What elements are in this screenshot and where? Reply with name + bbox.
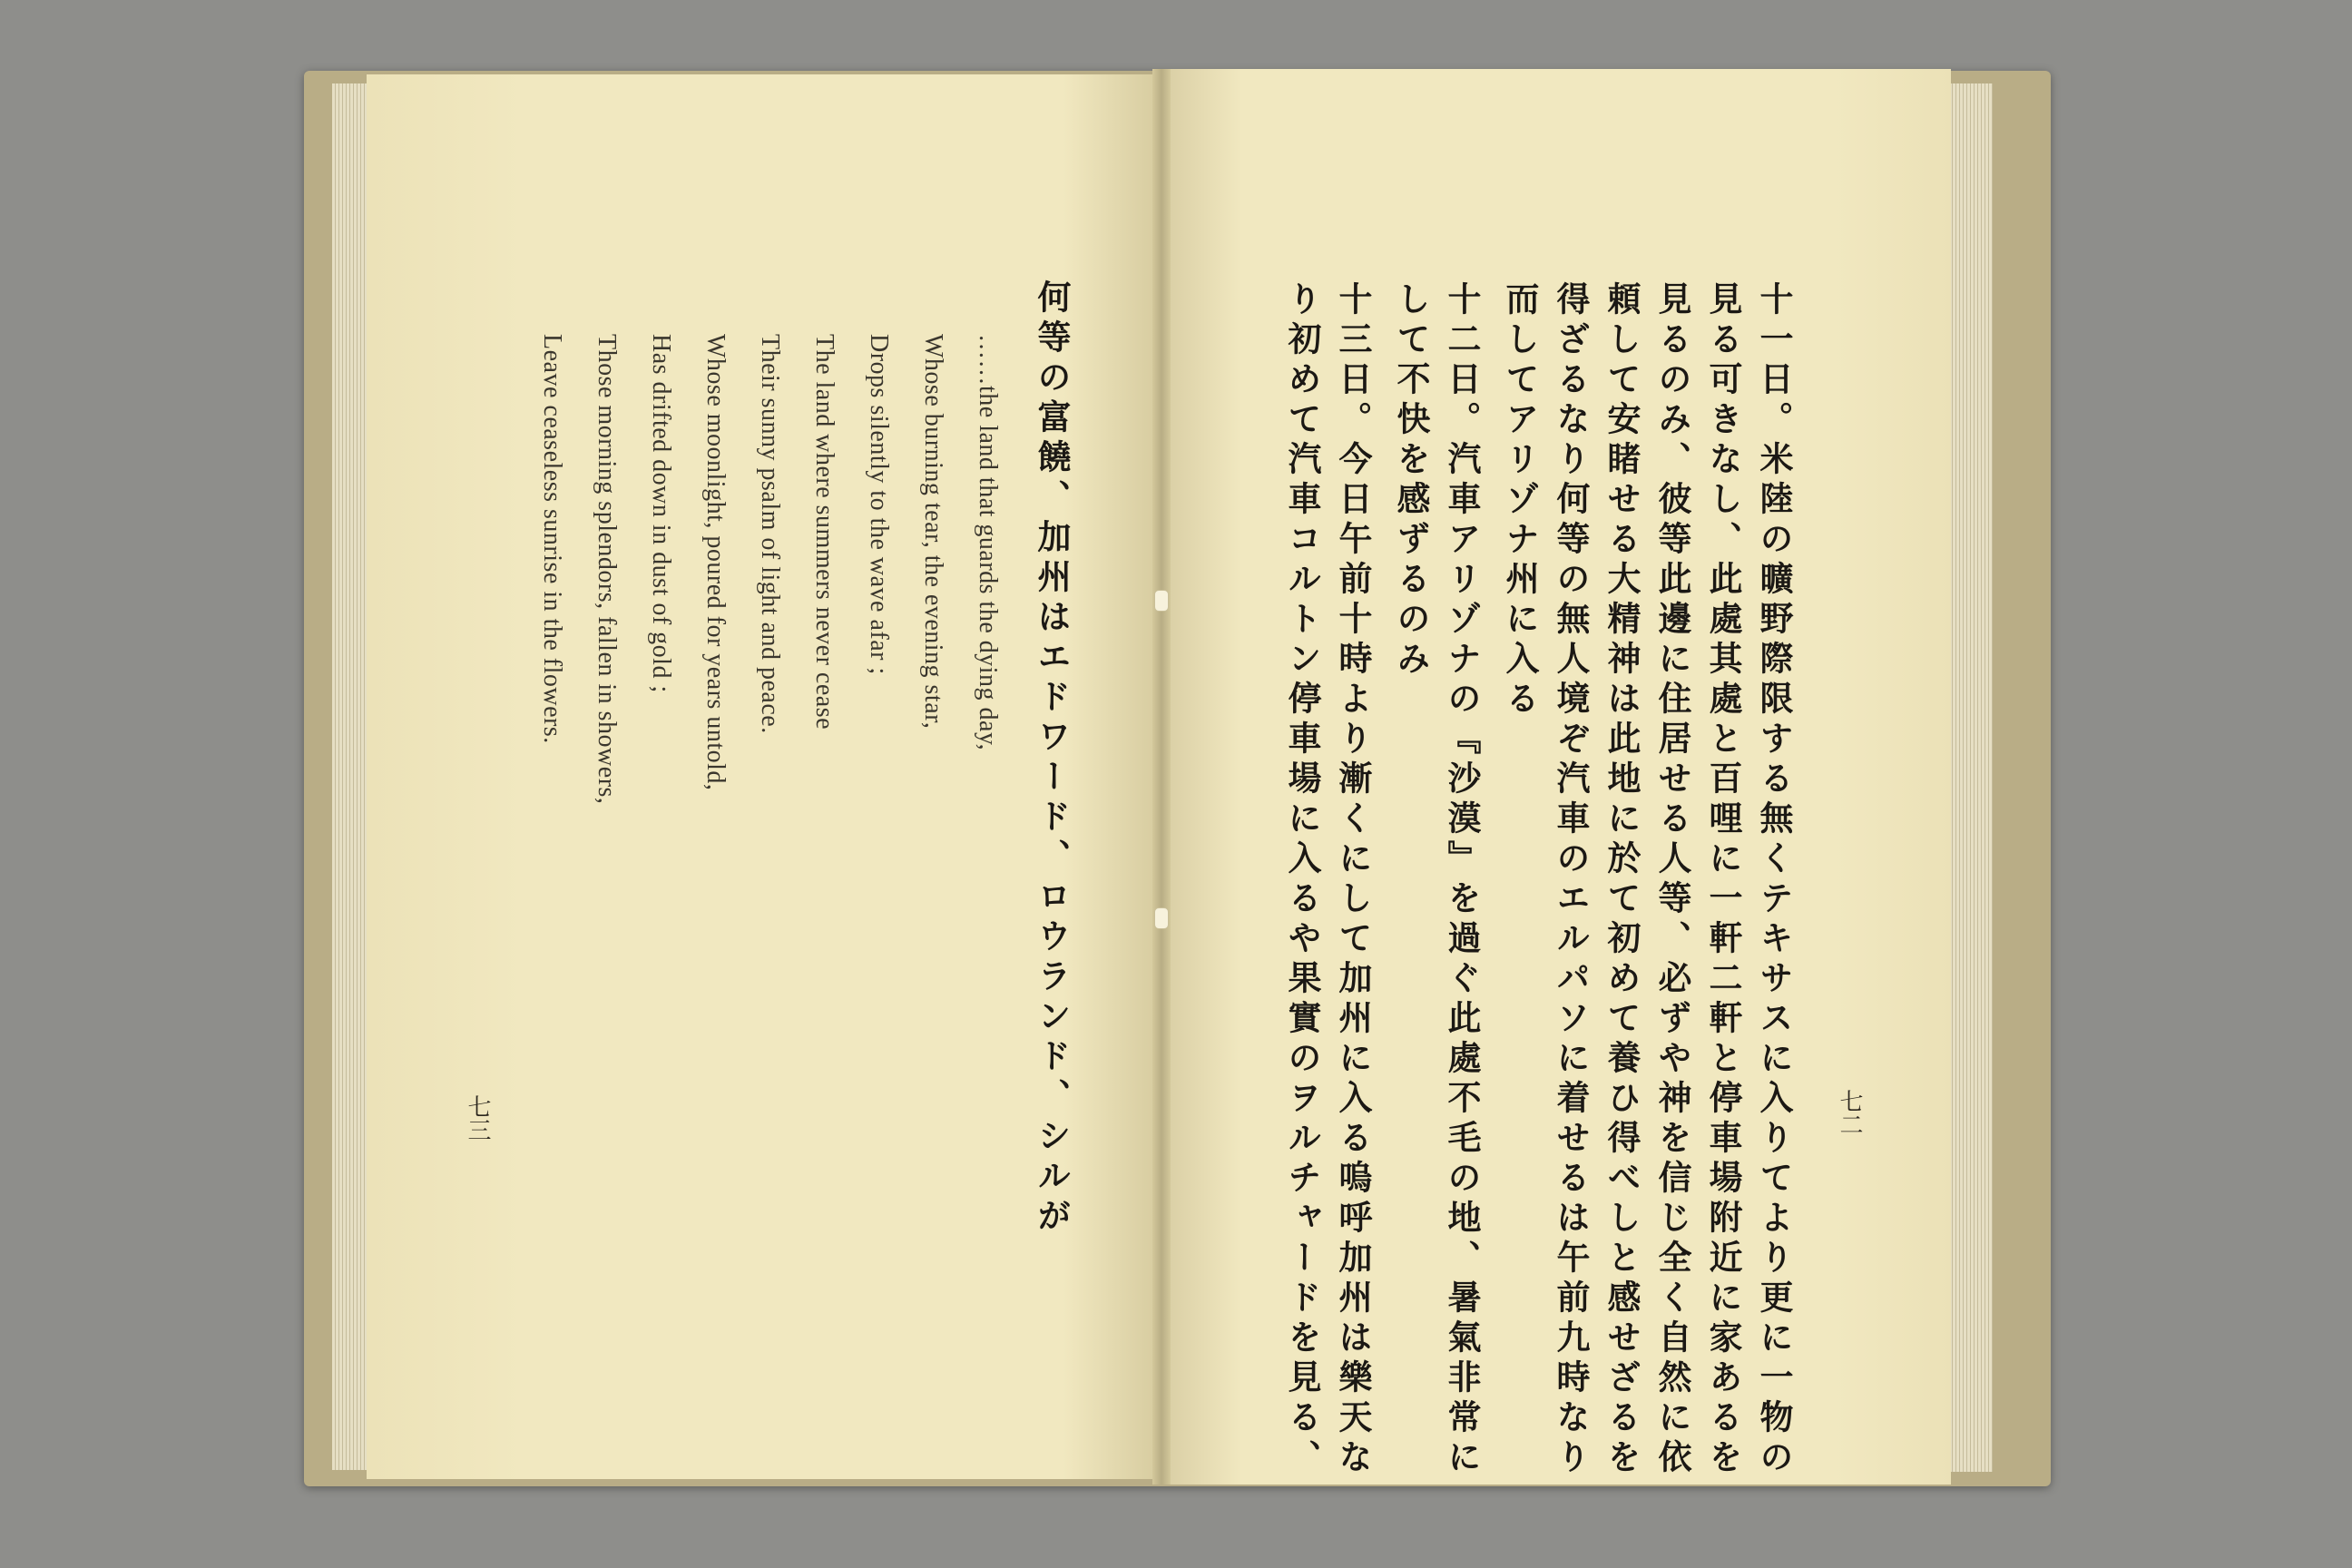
poem-line-5: Their sunny psalm of light and peace. xyxy=(756,334,784,734)
poem-line-4: The land where summers never cease xyxy=(810,334,838,730)
binding-stitch xyxy=(1154,590,1169,612)
page-edges-right xyxy=(1949,83,1993,1472)
page-edges-left xyxy=(332,83,368,1470)
binding-stitch xyxy=(1154,907,1169,929)
poem-line-3: Drops silently to the wave afar ; xyxy=(865,334,893,675)
right-line-10: り初めて汽車コルトン停車場に入るや果實のヲルチャードを見る、 xyxy=(1282,281,1322,1479)
poem-line-9: Leave ceaseless sunrise in the flowers. xyxy=(538,334,566,744)
right-line-9: 十三日。今日午前十時より漸くにして加州に入る嗚呼加州は樂天な xyxy=(1333,281,1373,1479)
right-line-3: 見るのみ、彼等此邊に住居せる人等、必ずや神を信じ全く自然に依 xyxy=(1652,281,1692,1479)
right-line-6: 而してアリゾナ州に入る xyxy=(1500,281,1540,720)
poem-line-8: Those morning splendors, fallen in showers, xyxy=(593,334,621,805)
right-line-7: 十二日。汽車アリゾナの『沙漠』を過ぐ此處不毛の地、暑氣非常に xyxy=(1442,281,1482,1479)
right-line-8: して不快を感ずるのみ xyxy=(1391,281,1431,681)
right-line-5: 得ざるなり何等の無人境ぞ汽車のエルパソに着せるは午前九時なり xyxy=(1551,281,1591,1479)
right-line-2: 見る可きなし、此處其處と百哩に一軒二軒と停車場附近に家あるを xyxy=(1703,281,1743,1479)
right-page-number: 七二 xyxy=(1836,1089,1863,1136)
right-line-1: 十一日。米陸の曠野際限する無くテキサスに入りてより更に一物の xyxy=(1754,281,1794,1479)
poem-line-7: Has drifted down in dust of gold ; xyxy=(647,334,675,693)
left-line-1: 何等の富饒、加州はエドワード、ロウランド、シルが xyxy=(1032,279,1072,1238)
book-gutter xyxy=(1152,69,1171,1485)
left-page-number: 七三 xyxy=(464,1094,491,1142)
right-line-4: 頼して安睹せる大精神は此地に於て初めて養ひ得べしと感せざるを xyxy=(1602,281,1642,1479)
poem-line-6: Whose moonlight, poured for years untold, xyxy=(701,334,730,791)
poem-line-2: Whose burning tear, the evening star, xyxy=(919,334,947,730)
poem-line-1: ……the land that guards the dying day, xyxy=(974,334,1002,751)
